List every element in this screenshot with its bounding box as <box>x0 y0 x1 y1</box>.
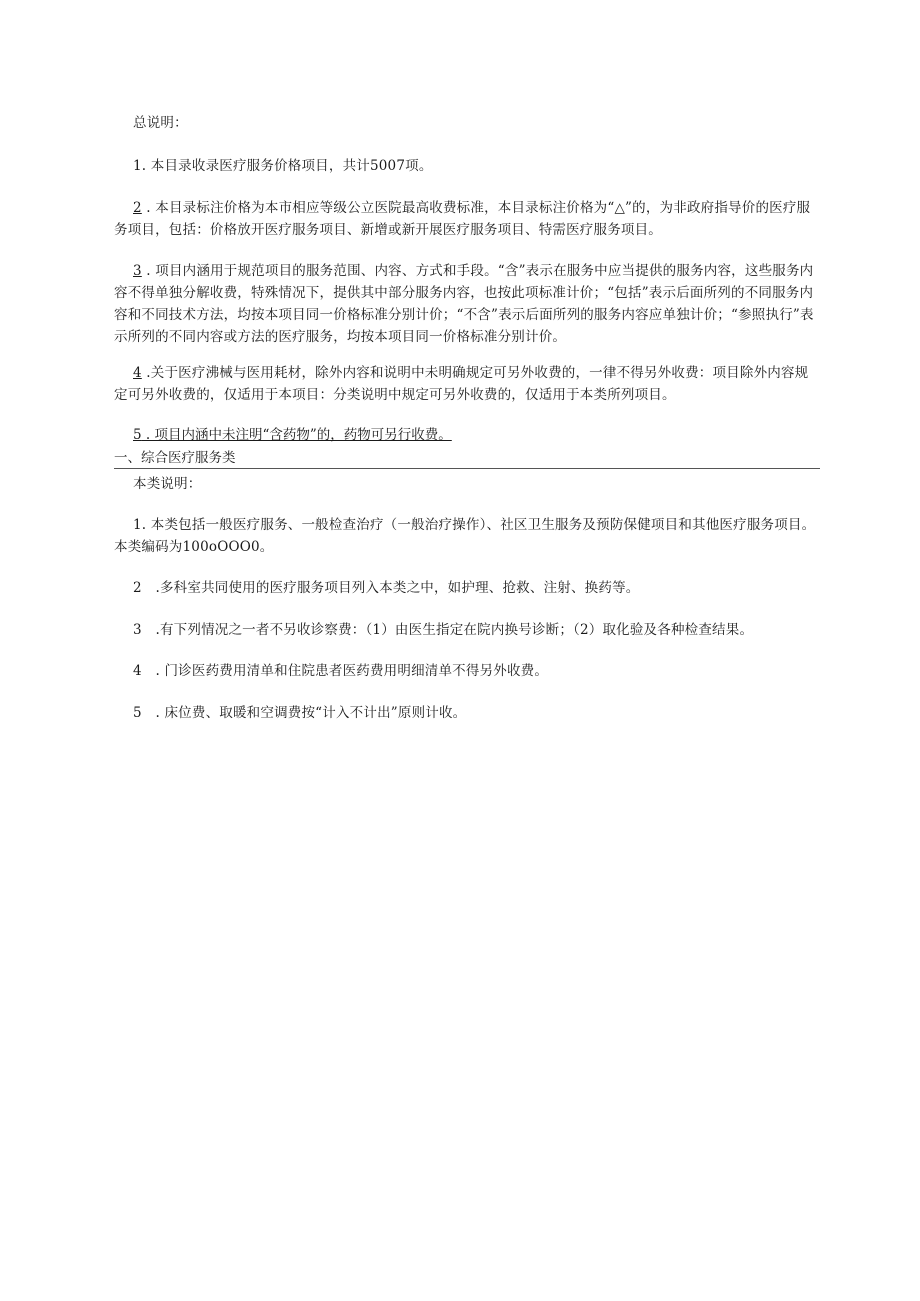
general-notes-title: 总说明： <box>133 115 188 131</box>
section-note-4: 4 . 门诊医药费用清单和住院患者医药费用明细清单不得另外收费。 <box>133 663 549 679</box>
section-notes-title: 本类说明： <box>133 476 202 492</box>
general-note-4-number: 4 <box>133 365 142 381</box>
section-note-2: 2 .多科室共同使用的医疗服务项目列入本类之中，如护理、抢救、注射、换药等。 <box>133 580 640 596</box>
section-note-5: 5 . 床位费、取暖和空调费按“计入不计出”原则计收。 <box>133 705 467 721</box>
section-note-3: 3 .有下列情况之一者不另收诊察费：（1）由医生指定在院内换号诊断；（2）取化验及各种检查结果。 <box>133 622 754 638</box>
general-note-2 <box>114 197 820 241</box>
general-note-3-text: . 项目内涵用于规范项目的服务范围、内容、方式和手段。“含”表示在服务中应当提供的服务内容，这些服务内容不得单独分解收费，特殊情况下，提供其中部分服务内容，也按此项标准计价；“包括”表示后面所列的不同服务内容和不同技术方法，均按本项目同一价格标准分别计价；“不含”表示后面所列的服务内容应单独计价；“参照执行”表示所列的不同内容或方法的医疗服务，均按本项目同一价格标准分别计价。 <box>114 263 814 345</box>
general-note-3 <box>114 260 820 348</box>
general-note-5-text: . 项目内涵中未注明“含药物”的，药物可另行收费。 <box>141 427 452 443</box>
general-note-4 <box>114 362 820 406</box>
general-note-5 <box>114 424 820 446</box>
general-note-2-text: . 本目录标注价格为本市相应等级公立医院最高收费标准，本目录标注价格为“△”的，为非政府指导价的医疗服务项目，包括：价格放开医疗服务项目、新增或新开展医疗服务项目、特需医疗服务项目。 <box>114 200 811 238</box>
general-note-2-number: 2 <box>133 200 142 216</box>
general-note-3-number: 3 <box>133 263 142 279</box>
section-note-1: 1. 本类包括一般医疗服务、一般检查治疗（一般治疗操作）、社区卫生服务及预防保健项目和其他医疗服务项目。本类编码为100oOOO0。 <box>114 517 816 555</box>
section-heading: 一、综合医疗服务类 <box>114 448 820 469</box>
general-note-5-number: 5 <box>133 427 142 443</box>
general-note-4-text: .关于医疗沸械与医用耗材，除外内容和说明中未明确规定可另外收费的，一律不得另外收费：项目除外内容规定可另外收费的，仅适用于本项目：分类说明中规定可另外收费的，仅适用于本类所列项目。 <box>114 365 809 403</box>
general-note-1: 1. 本目录收录医疗服务价格项目，共计5007项。 <box>133 158 433 174</box>
